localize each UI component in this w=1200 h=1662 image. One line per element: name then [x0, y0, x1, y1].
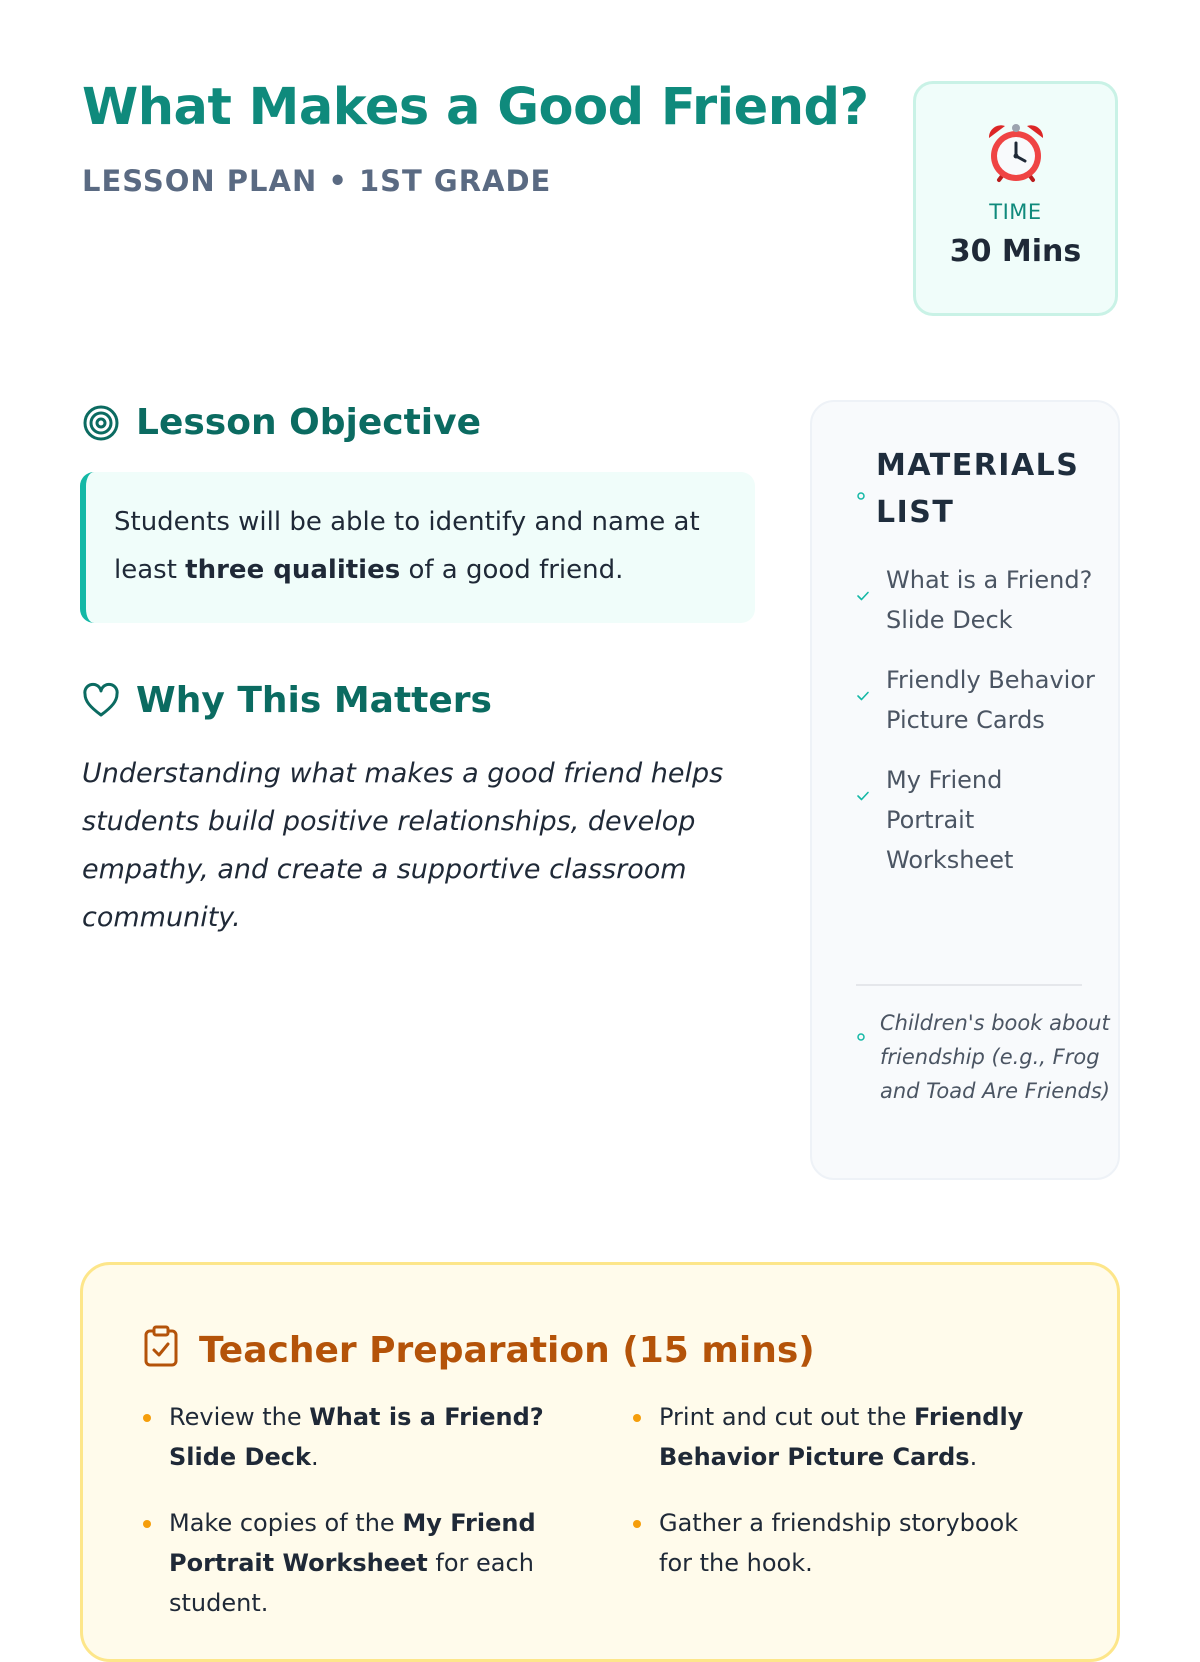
page-subtitle: LESSON PLAN • 1ST GRADE: [82, 164, 552, 198]
objective-heading: [82, 402, 481, 443]
why-text: Understanding what makes a good friend helps students build positive relationships, develop empathy, and create a supportive classroom community.: [82, 758, 724, 933]
why-heading: [82, 680, 492, 721]
prep-text: Make copies of the: [169, 1509, 403, 1537]
prep-text-bold: Friendly Behavior Picture Cards: [659, 1403, 1024, 1471]
objective-box: [80, 472, 755, 623]
list-item: [633, 1397, 1043, 1477]
alarm-clock-icon: [916, 122, 1115, 186]
dot-icon: [856, 486, 866, 505]
prep-text-bold: My Friend Portrait Worksheet: [169, 1509, 536, 1577]
check-icon: [856, 674, 870, 714]
list-item: [633, 1503, 1043, 1583]
list-item: [143, 1397, 553, 1477]
materials-extra-text: Children's book about friendship (e.g., Frog and Toad Are Friends): [880, 1011, 1110, 1103]
prep-text: .: [969, 1443, 978, 1471]
time-value: 30 Mins: [949, 234, 1082, 269]
prep-text-bold: What is a Friend? Slide Deck: [169, 1403, 544, 1471]
why-heading-text: Why This Matters: [136, 680, 492, 721]
materials-divider: [856, 984, 1082, 986]
materials-title: MATERIALS LIST: [876, 448, 1080, 530]
material-item-label: What is a Friend? Slide Deck: [886, 566, 1093, 634]
clipboard-check-icon: [143, 1325, 179, 1376]
time-label: TIME: [989, 200, 1042, 224]
objective-text-end: of a good friend.: [400, 555, 624, 585]
materials-extra: [856, 1006, 1120, 1108]
prep-text: Gather a friendship storybook for the hook.: [659, 1509, 1019, 1577]
target-icon: [82, 404, 120, 442]
prep-text: Print and cut out the: [659, 1403, 915, 1431]
check-icon: [856, 574, 870, 614]
material-item-label: My Friend Portrait Worksheet: [886, 766, 1014, 874]
list-item: [856, 660, 1096, 740]
prep-heading: [143, 1325, 815, 1376]
page-title: What Makes a Good Friend?: [82, 78, 869, 137]
list-item: [856, 560, 1096, 640]
objective-text-start: Students will be able to identify and name at least: [114, 507, 700, 585]
objective-text-bold: three qualities: [185, 555, 401, 585]
prep-text: Review the: [169, 1403, 310, 1431]
material-item-label: Friendly Behavior Picture Cards: [886, 666, 1095, 734]
time-card: [913, 81, 1118, 316]
list-item: [143, 1503, 553, 1623]
materials-panel: [810, 400, 1120, 1180]
heart-icon: [82, 683, 120, 719]
prep-list-left: [143, 1397, 553, 1649]
list-item: [856, 760, 1096, 880]
prep-text: for each student.: [169, 1549, 534, 1617]
teacher-prep-panel: [80, 1262, 1120, 1662]
materials-list: [856, 560, 1096, 900]
check-icon: [856, 774, 870, 814]
prep-heading-text: Teacher Preparation (15 mins): [199, 1330, 815, 1371]
prep-text: .: [310, 1443, 319, 1471]
book-dot-icon: [856, 1018, 866, 1052]
objective-heading-text: Lesson Objective: [136, 402, 482, 443]
prep-list-right: [633, 1397, 1043, 1609]
